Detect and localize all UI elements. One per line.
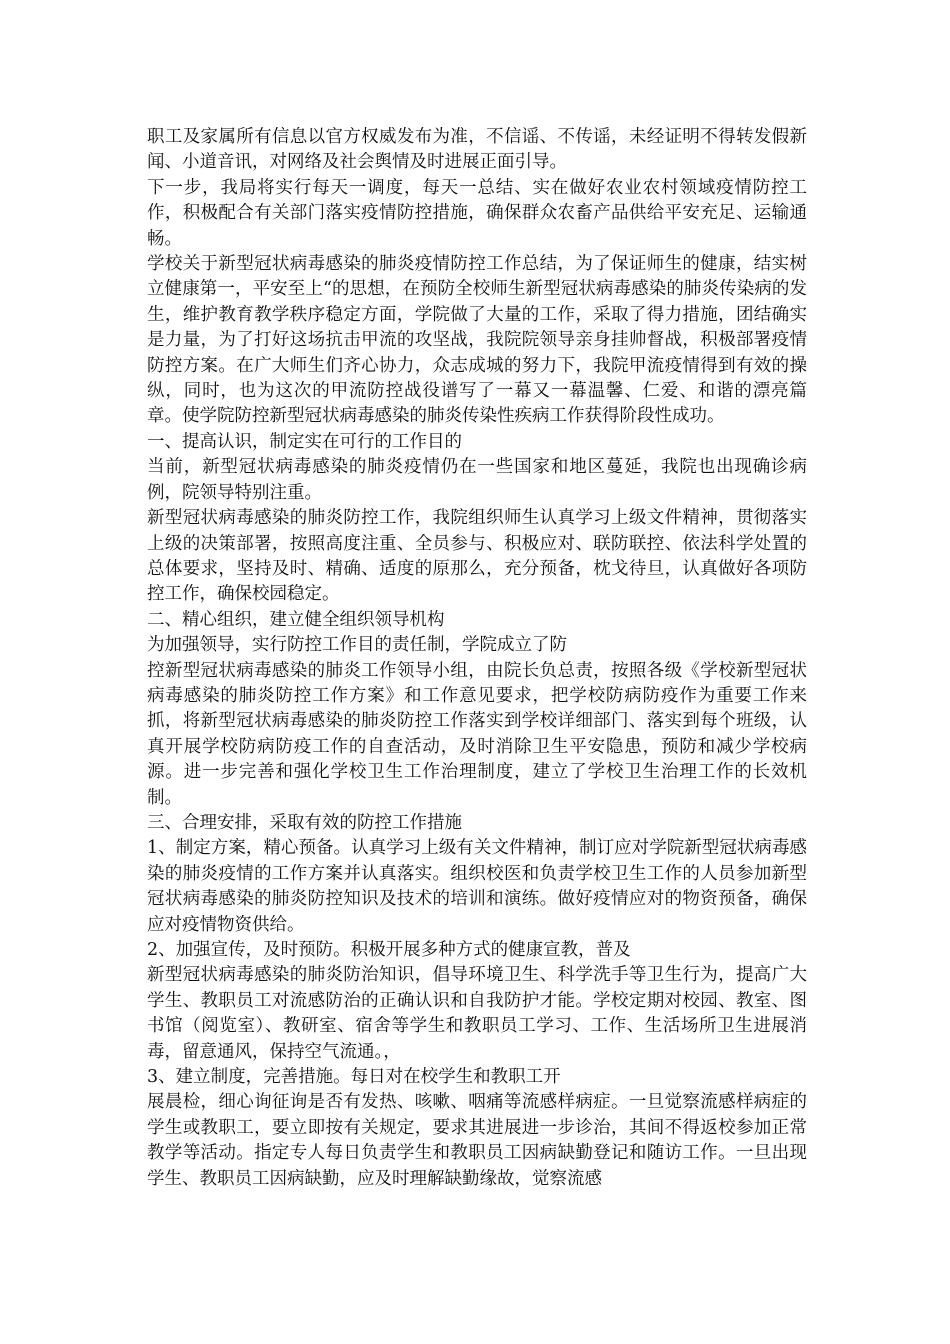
section-heading: 二、精心组织，建立健全组织领导机构 (147, 609, 445, 630)
document-body (147, 125, 807, 1192)
paragraph: 3、建立制度，完善措施。每日对在校学生和教职工开 (147, 1067, 561, 1088)
paragraph: 学校关于新型冠状病毒感染的肺炎疫情防控工作总结，为了保证师生的健康，结实树立健康第一，平安至上“的思想，在预防全校师生新型冠状病毒感染的肺炎传染病的发生，维护教育教学秩序稳定方面，学院做了大量的工作，采取了得力措施，团结确实是力量，为了打好这场抗击甲流的攻坚战，我院院领导亲身挂帅督战，积极部署疫情防控方案。在广大师生们齐心协力，众志成城的努力下，我院甲流疫情得到有效的操纵，同时，也为这次的甲流防控战役谱写了一幕又一幕温馨、仁爱、和谐的漂亮篇章。使学院防控新型冠状病毒感染的肺炎传染性疾病工作获得阶段性成功。 (147, 254, 807, 427)
paragraph: 新型冠状病毒感染的肺炎防治知识，倡导环境卫生、科学洗手等卫生行为，提高广大学生、教职员工对流感防治的正确认识和自我防护才能。学校定期对校园、教室、图书馆（阅览室）、教研室、宿舍等学生和教职员工学习、工作、生活场所卫生进展消毒，留意通风，保持空气流通。， (147, 965, 807, 1062)
section-heading: 三、合理安排，采取有效的防控工作措施 (147, 812, 462, 833)
paragraph: 1、制定方案，精心预备。认真学习上级有关文件精神，制订应对学院新型冠状病毒感染的肺炎疫情的工作方案并认真落实。组织校医和负责学校卫生工作的人员参加新型冠状病毒感染的肺炎防控知识及技术的培训和演练。做好疫情应对的物资预备，确保应对疫情物资供给。 (147, 838, 807, 935)
paragraph: 展晨检，细心询征询是否有发热、咳嗽、咽痛等流感样病症。一旦觉察流感样病症的学生或教职工，要立即按有关规定，要求其进展进一步诊治，其间不得返校参加正常教学等活动。指定专人每日负责学生和教职员工因病缺勤登记和随访工作。一旦出现学生、教职员工因病缺勤，应及时理解缺勤缘故，觉察流感 (147, 1092, 807, 1189)
paragraph: 2、加强宣传，及时预防。积极开展多种方式的健康宣教，普及 (147, 940, 631, 960)
paragraph: 当前，新型冠状病毒感染的肺炎疫情仍在一些国家和地区蔓延，我院也出现确诊病例，院领导特别注重。 (147, 457, 807, 503)
section-heading: 一、提高认识，制定实在可行的工作目的 (147, 431, 462, 452)
paragraph: 下一步，我局将实行每天一调度，每天一总结、实在做好农业农村领域疫情防控工作，积极配合有关部门落实疫情防控措施，确保群众农畜产品供给平安充足、运输通畅。 (147, 177, 807, 249)
paragraph: 职工及家属所有信息以官方权威发布为准，不信谣、不传谣，未经证明不得转发假新闻、小道音讯，对网络及社会舆情及时进展正面引导。 (147, 127, 807, 173)
paragraph: 为加强领导，实行防控工作目的责任制，学院成立了防 (147, 635, 567, 656)
paragraph: 新型冠状病毒感染的肺炎防控工作，我院组织师生认真学习上级文件精神，贯彻落实上级的决策部署，按照高度注重、全员参与、积极应对、联防联控、依法科学处置的总体要求，坚持及时、精确、适度的原那么，充分预备，枕戈待旦，认真做好各项防控工作，确保校园稳定。 (147, 508, 807, 605)
paragraph: 控新型冠状病毒感染的肺炎工作领导小组，由院长负总责，按照各级《学校新型冠状病毒感染的肺炎防控工作方案》和工作意见要求，把学校防病防疫作为重要工作来抓，将新型冠状病毒感染的肺炎防控工作落实到学校详细部门、落实到每个班级，认真开展学校防病防疫工作的自查活动，及时消除卫生平安隐患，预防和减少学校病源。进一步完善和强化学校卫生工作治理制度，建立了学校卫生治理工作的长效机制。 (147, 660, 807, 808)
